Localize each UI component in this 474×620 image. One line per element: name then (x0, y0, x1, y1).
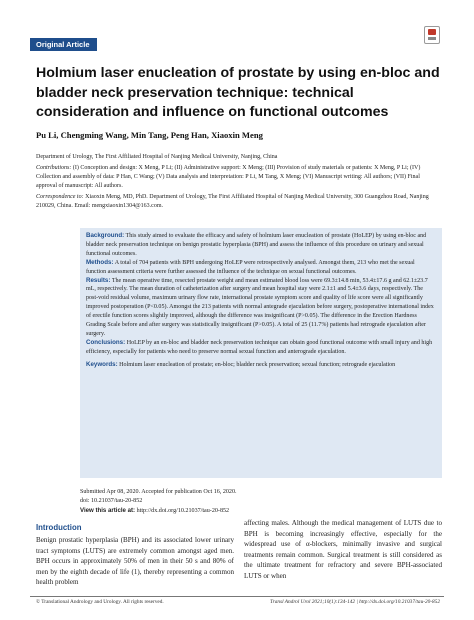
contributions-label: Contributions: (36, 165, 72, 171)
view-article-line (80, 506, 440, 516)
view-article-label: View this article at: (80, 507, 136, 514)
article-type-tag: Original Article (30, 38, 97, 51)
right-column-text: affecting males. Although the medical management of LUTS due to BPH is becoming increasingly effective, especially for the widespread use of α-blockers, minimally invasive and surgical treatments remain common. Surgical treatment is still considered as the ultimate treatment for refractory and severe BPH-associated LUTS or when (244, 519, 442, 580)
background-text: This study aimed to evaluate the efficacy and safety of holmium laser enucleation of prostate (HoLEP) by using en-bloc and bladder neck preservation technique on benign prostatic hyperplasia (BPH) and assess the influence of this procedure on urinary and sexual functional outcomes. (86, 233, 427, 257)
submission-info (80, 488, 440, 516)
author-list: Pu Li, Chengming Wang, Min Tang, Peng Han, Xiaoxin Meng (36, 130, 263, 140)
abstract-results (86, 277, 436, 339)
abstract-box (80, 228, 442, 478)
abstract-keywords (86, 361, 436, 370)
check-for-updates-icon[interactable] (424, 26, 440, 44)
results-label: Results: (86, 276, 111, 284)
abstract-conclusions (86, 339, 436, 357)
affiliation: Department of Urology, The First Affiliated Hospital of Nanjing Medical University, Nanjing, China (36, 154, 278, 160)
footer-citation (270, 599, 440, 606)
conclusions-label: Conclusions: (86, 338, 126, 346)
footer-copyright: © Translational Andrology and Urology. All rights reserved. (36, 599, 164, 605)
results-text: The mean operative time, resected prostate weight and mean estimated blood loss were 69.3±14.8 min, 53.4±17.6 g and 62.1±23.7 mL, respectively. The mean duration of catheterization after surgery and mean hospital stay were 2.1±1 and 5.4±3.6 days, respectively. The post-void residual volume, maximum urinary flow rate, international prostate symptom score and quality of life score were all significantly improved postoperation (P<0.05). Amongst the 213 patients with normal antegrade ejaculation before surgery, postoperative international index of erectile function scores slightly improved, although the difference was insignificant (P>0.05). The difference in the Erection Hardness Grading Scale before and after surgery was statistically insignificant (P>0.05). A total of 25 (11.7%) patients had retrograde ejaculation after surgery. (86, 277, 434, 337)
submission-dates: Submitted Apr 08, 2020. Accepted for publication Oct 16, 2020. (80, 489, 237, 495)
left-column (36, 523, 234, 588)
conclusions-text: HoLEP by an en-bloc and bladder neck preservation technique can obtain good functional outcome with small injury and high efficiency, especially for patients who need to preserve normal sexual function and anterograde ejaculation. (86, 339, 433, 355)
footer-divider (30, 596, 444, 597)
abstract-background (86, 232, 436, 259)
methods-label: Methods: (86, 258, 114, 266)
introduction-heading: Introduction (36, 523, 82, 532)
correspondence (36, 193, 440, 211)
introduction-text: Benign prostatic hyperplasia (BPH) and its associated lower urinary tract symptoms (LUTS) are extremely common amongst aged men. BPH occurs in approximately 50% of men in their 50 s and 80% of men by the eighth decade of life (1), thereby representing a common health problem (36, 536, 234, 586)
article-title: Holmium laser enucleation of prostate by using en-bloc and bladder neck preservation technique: technical consideration and influence on functional outcomes (36, 65, 440, 120)
correspondence-text: Xiaoxin Meng, MD, PhD. Department of Urology, The First Affiliated Hospital of Nanjing Medical University, 300 Guangzhou Road, Nanjing 210029, China. Email: mengxiaoxin1304@163.com. (36, 194, 429, 209)
article-url-link[interactable]: http://dx.doi.org/10.21037/tau-20-852 (136, 508, 230, 514)
article-doi: doi: 10.21037/tau-20-852 (80, 498, 143, 504)
methods-text: A total of 704 patients with BPH undergoing HoLEP were retrospectively analysed. Amongst them, 213 who met the sexual function assessment criteria were further assessed the influence of the technique on sexual functional outcomes. (86, 259, 415, 275)
keywords-text: Holmium laser enucleation of prostate; en-bloc; bladder neck preservation; sexual function; retrograde ejaculation (119, 361, 396, 368)
background-label: Background: (86, 232, 125, 239)
contributions-text: (I) Conception and design: X Meng, P Li; (II) Administrative support: X Meng; (III) Provision of study materials or patients: X Meng, P Li; (IV) Collection and assembly of data: P Han, C Wang; (V) Data analysis and interpretation: P Li, M Tang, X Meng; (VI) Manuscript writing: All authors; (VII) Final approval of manuscript: All authors. (36, 165, 421, 189)
right-column (244, 518, 442, 581)
keywords-label: Keywords: (86, 360, 118, 368)
contributions (36, 164, 440, 191)
correspondence-label: Correspondence to: (36, 194, 84, 200)
footer-citation-text: Transl Androl Urol 2021;10(1):134-142 | http://dx.doi.org/10.21037/tau-20-852 (270, 599, 440, 605)
abstract-methods (86, 259, 436, 277)
